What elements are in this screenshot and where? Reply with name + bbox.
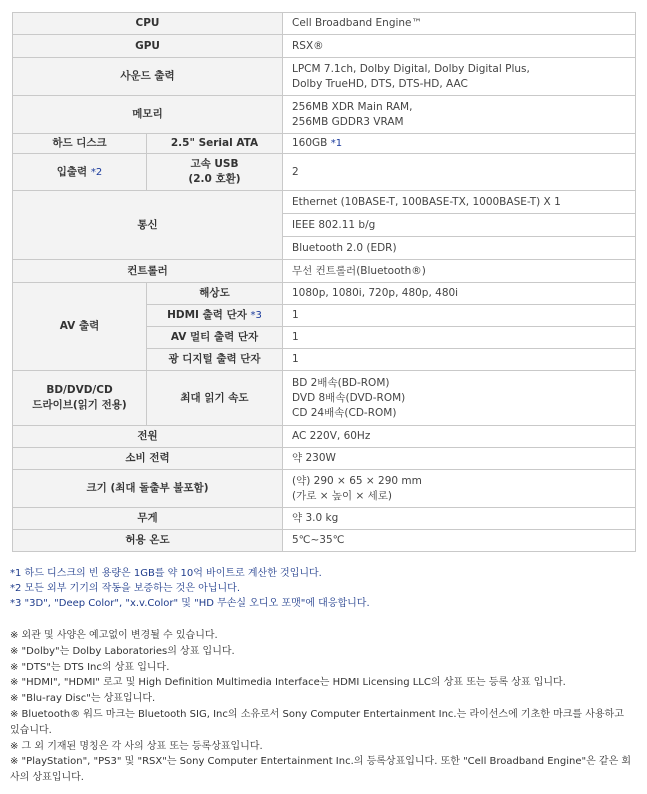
disclaimer-line: ※ "Blu-ray Disc"는 상표입니다. bbox=[10, 693, 156, 705]
table-row bbox=[13, 470, 636, 508]
spec-label: 하드 디스크 bbox=[13, 134, 147, 154]
spec-value bbox=[283, 470, 636, 508]
spec-value: 5℃~35℃ bbox=[283, 530, 636, 552]
spec-label: 통신 bbox=[13, 191, 283, 260]
spec-label: AV 출력 bbox=[13, 283, 147, 371]
spec-value: 1 bbox=[283, 305, 636, 327]
spec-value bbox=[283, 96, 636, 134]
table-row bbox=[13, 283, 636, 305]
spec-value: 무선 컨트롤러(Bluetooth®) bbox=[283, 260, 636, 283]
table-row bbox=[13, 134, 636, 154]
spec-label: 메모리 bbox=[13, 96, 283, 134]
disclaimers bbox=[10, 628, 635, 786]
value-text: 160GB bbox=[292, 137, 328, 149]
label-line: 드라이브(읽기 전용) bbox=[32, 399, 127, 411]
spec-value bbox=[283, 58, 636, 96]
table-row bbox=[13, 260, 636, 283]
value-line: (가로 × 높이 × 세로) bbox=[292, 489, 392, 502]
table-row bbox=[13, 508, 636, 530]
spec-sublabel: AV 멀티 출력 단자 bbox=[147, 327, 283, 349]
value-line: (약) 290 × 65 × 290 mm bbox=[292, 474, 422, 487]
spec-sublabel bbox=[147, 305, 283, 327]
disclaimer-line: ※ "PlayStation", "PS3" 및 "RSX"는 Sony Computer Entertainment Inc.의 등록상표입니다. 또한 "Cell Broadband Engine"은 같은 회사의 상표입니다. bbox=[10, 756, 632, 784]
table-row bbox=[13, 154, 636, 191]
spec-sublabel: 광 디지털 출력 단자 bbox=[147, 349, 283, 371]
spec-value: 2 bbox=[283, 154, 636, 191]
spec-value bbox=[283, 191, 636, 260]
spec-label: 허용 온도 bbox=[13, 530, 283, 552]
spec-sublabel: 2.5" Serial ATA bbox=[147, 134, 283, 154]
spec-value: Cell Broadband Engine™ bbox=[283, 13, 636, 35]
value-line: 256MB XDR Main RAM, bbox=[292, 100, 413, 113]
spec-value: 1080p, 1080i, 720p, 480p, 480i bbox=[283, 283, 636, 305]
label-text: HDMI 출력 단자 bbox=[167, 309, 247, 321]
spec-label bbox=[13, 371, 147, 426]
footnote: *3 "3D", "Deep Color", "x.v.Color" 및 "HD 무손실 오디오 포맷"에 대응합니다. bbox=[10, 598, 370, 609]
spec-label: CPU bbox=[13, 13, 283, 35]
value-line: LPCM 7.1ch, Dolby Digital, Dolby Digital Plus, bbox=[292, 62, 530, 75]
spec-value: 약 3.0 kg bbox=[283, 508, 636, 530]
disclaimer-line: ※ "DTS"는 DTS Inc의 상표 입니다. bbox=[10, 661, 170, 673]
spec-label bbox=[13, 154, 147, 191]
table-row bbox=[13, 96, 636, 134]
label-line: (2.0 호환) bbox=[188, 173, 241, 185]
footnotes bbox=[10, 566, 637, 611]
spec-value bbox=[283, 371, 636, 426]
spec-value: 약 230W bbox=[283, 448, 636, 470]
label-line: BD/DVD/CD bbox=[46, 384, 113, 396]
disclaimer-line: ※ "Dolby"는 Dolby Laboratories의 상표 입니다. bbox=[10, 645, 235, 657]
spec-value: AC 220V, 60Hz bbox=[283, 426, 636, 448]
value-line: BD 2배속(BD-ROM) bbox=[292, 376, 390, 389]
value-line: Bluetooth 2.0 (EDR) bbox=[283, 236, 635, 259]
footnote-ref: *2 bbox=[90, 166, 103, 178]
spec-label: 컨트롤러 bbox=[13, 260, 283, 283]
footnote-ref: *1 bbox=[330, 138, 343, 149]
spec-value: 1 bbox=[283, 327, 636, 349]
table-row bbox=[13, 58, 636, 96]
spec-sublabel: 최대 읽기 속도 bbox=[147, 371, 283, 426]
spec-sublabel bbox=[147, 154, 283, 191]
table-row bbox=[13, 13, 636, 35]
spec-table bbox=[12, 12, 636, 552]
spec-sublabel: 해상도 bbox=[147, 283, 283, 305]
table-row bbox=[13, 426, 636, 448]
table-row bbox=[13, 35, 636, 58]
spec-label: 사운드 출력 bbox=[13, 58, 283, 96]
spec-label: 전원 bbox=[13, 426, 283, 448]
spec-label: 무게 bbox=[13, 508, 283, 530]
spec-label: 크기 (최대 돌출부 불포함) bbox=[13, 470, 283, 508]
spec-value: 1 bbox=[283, 349, 636, 371]
value-line: Ethernet (10BASE-T, 100BASE-TX, 1000BASE-T) X 1 bbox=[292, 196, 561, 208]
value-line: Dolby TrueHD, DTS, DTS-HD, AAC bbox=[292, 77, 468, 90]
table-row bbox=[13, 191, 636, 260]
value-line: 256MB GDDR3 VRAM bbox=[292, 115, 404, 128]
value-line: CD 24배속(CD-ROM) bbox=[292, 406, 397, 419]
value-line: DVD 8배속(DVD-ROM) bbox=[292, 391, 406, 404]
spec-label: 소비 전력 bbox=[13, 448, 283, 470]
table-row bbox=[13, 448, 636, 470]
disclaimer-line: ※ 외관 및 사양은 예고없이 변경될 수 있습니다. bbox=[10, 630, 218, 641]
spec-label: GPU bbox=[13, 35, 283, 58]
footnote: *1 하드 디스크의 빈 용량은 1GB를 약 10억 바이트로 계산한 것입니다. bbox=[10, 568, 322, 579]
disclaimer-line: ※ Bluetooth® 워드 마크는 Bluetooth SIG, Inc의 소유로서 Sony Computer Entertainment Inc.는 라이선스에 기초한 마크를 사용하고 있습니다. bbox=[10, 708, 624, 736]
label-line: 고속 USB bbox=[190, 158, 239, 170]
value-line: IEEE 802.11 b/g bbox=[283, 213, 635, 236]
spec-value bbox=[283, 134, 636, 154]
table-row bbox=[13, 371, 636, 426]
spec-value: RSX® bbox=[283, 35, 636, 58]
footnote-ref: *3 bbox=[250, 310, 262, 321]
disclaimer-line: ※ 그 외 기재된 명칭은 각 사의 상표 또는 등록상표입니다. bbox=[10, 740, 263, 752]
label-text: 입출력 bbox=[56, 165, 88, 178]
disclaimer-line: ※ "HDMI", "HDMI" 로고 및 High Definition Multimedia Interface는 HDMI Licensing LLC의 상표 또는 등록 상표 입니다. bbox=[10, 677, 566, 689]
table-row bbox=[13, 530, 636, 552]
footnote: *2 모든 외부 기기의 작동을 보증하는 것은 아닙니다. bbox=[10, 583, 240, 594]
